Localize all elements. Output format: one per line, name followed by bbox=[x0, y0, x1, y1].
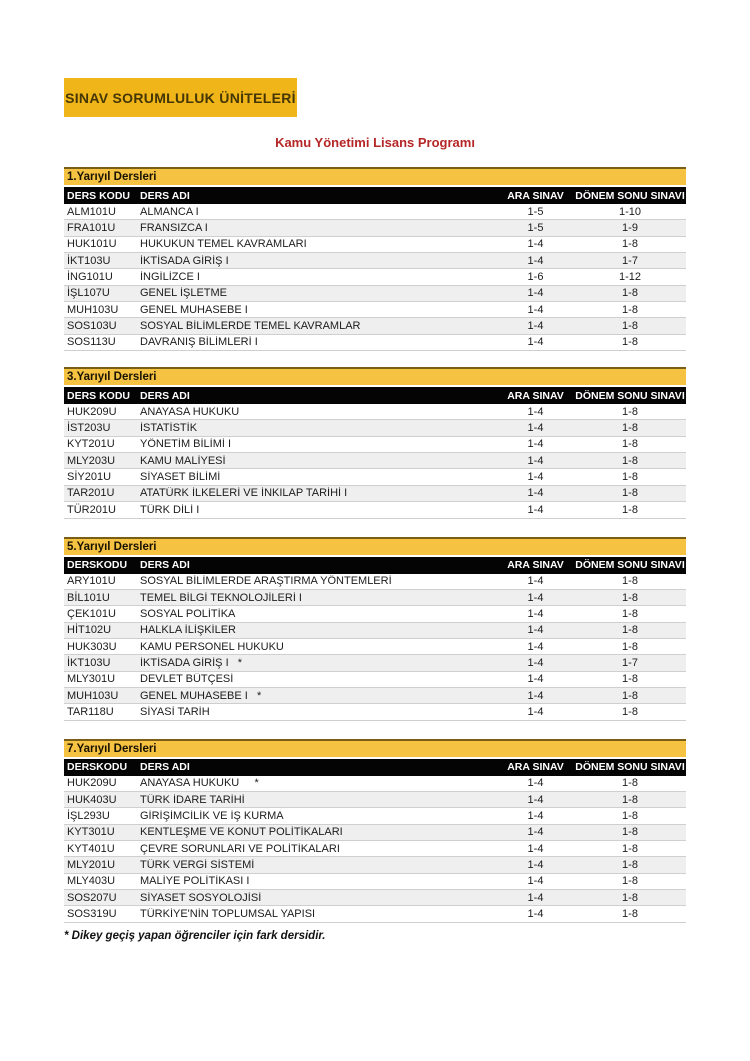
table-row bbox=[64, 469, 686, 485]
cell-course-name: GENEL MUHASEBE I * bbox=[140, 689, 262, 702]
cell-midterm: 1-4 bbox=[527, 454, 544, 467]
course-table bbox=[64, 739, 686, 923]
header-cell-course-name: DERS ADI bbox=[140, 389, 190, 402]
cell-course-name: FRANSIZCA I bbox=[140, 222, 208, 235]
cell-midterm: 1-4 bbox=[527, 303, 544, 316]
cell-course-name: SOSYAL BİLİMLERDE TEMEL KAVRAMLAR bbox=[140, 320, 361, 333]
section-bar bbox=[64, 537, 686, 555]
cell-midterm: 1-4 bbox=[527, 826, 544, 839]
cell-course-code: ALM101U bbox=[67, 205, 116, 218]
header-cell-course-name: DERS ADI bbox=[140, 761, 190, 774]
table-row bbox=[64, 404, 686, 420]
section-bar bbox=[64, 167, 686, 185]
cell-course-code: FRA101U bbox=[67, 222, 116, 235]
table-row bbox=[64, 704, 686, 720]
cell-midterm: 1-4 bbox=[527, 438, 544, 451]
cell-midterm: 1-4 bbox=[527, 591, 544, 604]
cell-final: 1-8 bbox=[622, 405, 638, 418]
cell-course-code: SOS113U bbox=[67, 336, 116, 349]
table-row bbox=[64, 825, 686, 841]
table-row bbox=[64, 420, 686, 436]
cell-midterm: 1-4 bbox=[527, 471, 544, 484]
cell-course-name: KENTLEŞME VE KONUT POLİTİKALARI bbox=[140, 826, 343, 839]
cell-course-code: SOS207U bbox=[67, 891, 117, 904]
header-cell-midterm: ARA SINAV bbox=[507, 189, 564, 202]
cell-midterm: 1-4 bbox=[527, 624, 544, 637]
cell-midterm: 1-4 bbox=[527, 891, 544, 904]
cell-final: 1-8 bbox=[622, 891, 638, 904]
cell-final: 1-8 bbox=[622, 607, 638, 620]
cell-course-code: İŞL293U bbox=[67, 809, 110, 822]
cell-course-code: MLY403U bbox=[67, 875, 116, 888]
table-row bbox=[64, 220, 686, 236]
cell-course-code: SOS103U bbox=[67, 320, 117, 333]
cell-course-code: HUK209U bbox=[67, 405, 117, 418]
cell-course-name: DEVLET BÜTÇESİ bbox=[140, 673, 234, 686]
cell-final: 1-8 bbox=[622, 777, 638, 790]
cell-course-name: SİYASET BİLİMİ bbox=[140, 471, 221, 484]
cell-course-name: TÜRK İDARE TARİHİ bbox=[140, 793, 245, 806]
section-label: 3.Yarıyıl Dersleri bbox=[67, 371, 157, 384]
cell-course-code: İKT103U bbox=[67, 656, 111, 669]
cell-course-name: MALİYE POLİTİKASI I bbox=[140, 875, 250, 888]
cell-course-name: SİYASİ TARİH bbox=[140, 705, 210, 718]
cell-final: 1-8 bbox=[622, 809, 638, 822]
cell-course-name: İKTİSADA GİRİŞ I * bbox=[140, 656, 243, 669]
cell-course-code: TÜR201U bbox=[67, 503, 116, 516]
cell-final: 1-8 bbox=[622, 908, 638, 921]
table-rows bbox=[64, 574, 686, 721]
cell-course-name: ALMANCA I bbox=[140, 205, 199, 218]
cell-final: 1-7 bbox=[622, 254, 638, 267]
cell-course-name: GENEL İŞLETME bbox=[140, 287, 228, 300]
cell-final: 1-8 bbox=[622, 336, 638, 349]
course-table bbox=[64, 367, 686, 518]
header-cell-course-code: DERSKODU bbox=[67, 559, 128, 571]
header-cell-final: DÖNEM SONU SINAVI bbox=[575, 559, 685, 571]
cell-course-code: HUK209U bbox=[67, 777, 117, 790]
table-row bbox=[64, 639, 686, 655]
table-rows bbox=[64, 204, 686, 351]
table-row bbox=[64, 574, 686, 590]
cell-course-code: HUK101U bbox=[67, 238, 117, 251]
cell-final: 1-8 bbox=[622, 858, 638, 871]
table-row bbox=[64, 453, 686, 469]
cell-final: 1-8 bbox=[622, 422, 638, 435]
cell-course-code: KYT201U bbox=[67, 438, 115, 451]
cell-midterm: 1-4 bbox=[527, 777, 544, 790]
table-row bbox=[64, 808, 686, 824]
cell-midterm: 1-4 bbox=[527, 809, 544, 822]
cell-course-name: İSTATİSTİK bbox=[140, 422, 198, 435]
cell-final: 1-8 bbox=[622, 471, 638, 484]
footnote: * Dikey geçiş yapan öğrenciler için fark dersidir. bbox=[64, 930, 326, 942]
cell-final: 1-8 bbox=[622, 793, 638, 806]
cell-final: 1-8 bbox=[622, 673, 638, 686]
table-row bbox=[64, 906, 686, 922]
cell-course-code: İST203U bbox=[67, 422, 111, 435]
table-row bbox=[64, 204, 686, 220]
table-row bbox=[64, 486, 686, 502]
cell-course-code: KYT301U bbox=[67, 826, 115, 839]
cell-course-code: SOS319U bbox=[67, 908, 117, 921]
cell-course-name: TÜRK VERGİ SİSTEMİ bbox=[140, 858, 255, 871]
table-row bbox=[64, 672, 686, 688]
cell-midterm: 1-4 bbox=[527, 842, 544, 855]
cell-midterm: 1-4 bbox=[527, 689, 544, 702]
table-row bbox=[64, 318, 686, 334]
cell-course-name: DAVRANIŞ BİLİMLERİ I bbox=[140, 336, 258, 349]
cell-course-code: SİY201U bbox=[67, 471, 112, 484]
cell-course-name: KAMU MALİYESİ bbox=[140, 454, 226, 467]
cell-midterm: 1-4 bbox=[527, 487, 544, 500]
cell-course-code: HUK403U bbox=[67, 793, 117, 806]
cell-final: 1-10 bbox=[618, 205, 642, 218]
header-cell-course-code: DERS KODU bbox=[67, 189, 131, 202]
cell-course-code: HUK303U bbox=[67, 640, 117, 653]
cell-midterm: 1-4 bbox=[527, 238, 544, 251]
cell-final: 1-8 bbox=[622, 705, 638, 718]
cell-midterm: 1-4 bbox=[527, 640, 544, 653]
cell-midterm: 1-4 bbox=[527, 254, 544, 267]
cell-final: 1-8 bbox=[622, 454, 638, 467]
cell-final: 1-7 bbox=[622, 656, 638, 669]
header-cell-final: DÖNEM SONU SINAVI bbox=[575, 761, 685, 774]
cell-midterm: 1-4 bbox=[527, 607, 544, 620]
table-row bbox=[64, 606, 686, 622]
cell-final: 1-8 bbox=[622, 320, 638, 333]
cell-course-name: SOSYAL POLİTİKA bbox=[140, 607, 236, 620]
header-cell-course-name: DERS ADI bbox=[140, 189, 190, 202]
table-header-row bbox=[64, 387, 686, 404]
table-row bbox=[64, 237, 686, 253]
cell-midterm: 1-4 bbox=[527, 320, 544, 333]
table-row bbox=[64, 269, 686, 285]
cell-midterm: 1-4 bbox=[527, 858, 544, 871]
course-table bbox=[64, 167, 686, 351]
cell-final: 1-9 bbox=[622, 222, 638, 235]
cell-course-code: İNG101U bbox=[67, 271, 113, 284]
table-row bbox=[64, 302, 686, 318]
cell-course-name: ANAYASA HUKUKU * bbox=[140, 777, 259, 790]
cell-midterm: 1-5 bbox=[527, 205, 544, 218]
header-cell-midterm: ARA SINAV bbox=[507, 761, 564, 774]
table-row bbox=[64, 688, 686, 704]
cell-course-code: ARY101U bbox=[67, 575, 116, 588]
cell-final: 1-8 bbox=[622, 503, 638, 516]
cell-midterm: 1-5 bbox=[527, 222, 544, 235]
program-title: Kamu Yönetimi Lisans Programı bbox=[275, 135, 475, 150]
cell-course-code: İŞL107U bbox=[67, 287, 110, 300]
table-header-row bbox=[64, 557, 686, 574]
table-row bbox=[64, 776, 686, 792]
cell-final: 1-8 bbox=[622, 640, 638, 653]
table-row bbox=[64, 335, 686, 351]
header-cell-midterm: ARA SINAV bbox=[507, 389, 564, 402]
cell-final: 1-8 bbox=[622, 875, 638, 888]
header-cell-final: DÖNEM SONU SINAVI bbox=[575, 389, 685, 402]
course-table bbox=[64, 537, 686, 721]
cell-midterm: 1-4 bbox=[527, 336, 544, 349]
header-cell-final: DÖNEM SONU SINAVI bbox=[575, 189, 685, 202]
header-cell-midterm: ARA SINAV bbox=[507, 559, 564, 571]
cell-course-code: HİT102U bbox=[67, 624, 112, 637]
cell-course-name: HALKLA İLİŞKİLER bbox=[140, 624, 236, 637]
cell-course-code: TAR201U bbox=[67, 487, 115, 500]
cell-final: 1-12 bbox=[618, 271, 642, 284]
table-row bbox=[64, 857, 686, 873]
table-rows bbox=[64, 404, 686, 518]
cell-course-name: GENEL MUHASEBE I bbox=[140, 303, 248, 316]
cell-course-name: GİRİŞİMCİLİK VE İŞ KURMA bbox=[140, 809, 284, 822]
table-rows bbox=[64, 776, 686, 923]
table-row bbox=[64, 792, 686, 808]
cell-final: 1-8 bbox=[622, 575, 638, 588]
cell-course-name: TÜRKİYE'NİN TOPLUMSAL YAPISI bbox=[140, 908, 316, 921]
banner-label: SINAV SORUMLULUK ÜNİTELERİ bbox=[65, 89, 296, 106]
table-row bbox=[64, 502, 686, 518]
table-row bbox=[64, 655, 686, 671]
cell-final: 1-8 bbox=[622, 287, 638, 300]
table-row bbox=[64, 437, 686, 453]
table-row bbox=[64, 286, 686, 302]
cell-course-code: MUH103U bbox=[67, 689, 119, 702]
cell-course-code: MLY201U bbox=[67, 858, 116, 871]
cell-course-name: İNGİLİZCE I bbox=[140, 271, 200, 284]
section-label: 5.Yarıyıl Dersleri bbox=[67, 540, 157, 553]
cell-midterm: 1-4 bbox=[527, 575, 544, 588]
table-row bbox=[64, 874, 686, 890]
cell-course-name: HUKUKUN TEMEL KAVRAMLARI bbox=[140, 238, 307, 251]
cell-course-name: İKTİSADA GİRİŞ I bbox=[140, 254, 229, 267]
cell-course-name: YÖNETİM BİLİMİ I bbox=[140, 438, 232, 451]
table-row bbox=[64, 890, 686, 906]
cell-final: 1-8 bbox=[622, 842, 638, 855]
cell-course-code: BİL101U bbox=[67, 591, 110, 604]
cell-midterm: 1-4 bbox=[527, 673, 544, 686]
cell-final: 1-8 bbox=[622, 487, 638, 500]
cell-course-code: TAR118U bbox=[67, 705, 114, 718]
cell-final: 1-8 bbox=[622, 438, 638, 451]
cell-midterm: 1-4 bbox=[527, 503, 544, 516]
cell-course-name: SİYASET SOSYOLOJİSİ bbox=[140, 891, 262, 904]
cell-midterm: 1-4 bbox=[527, 405, 544, 418]
cell-midterm: 1-4 bbox=[527, 793, 544, 806]
cell-course-name: SOSYAL BİLİMLERDE ARAŞTIRMA YÖNTEMLERİ bbox=[140, 575, 392, 588]
cell-course-code: ÇEK101U bbox=[67, 607, 116, 620]
cell-course-name: ATATÜRK İLKELERİ VE İNKILAP TARİHİ I bbox=[140, 487, 348, 500]
tables-container bbox=[64, 167, 686, 939]
cell-midterm: 1-4 bbox=[527, 705, 544, 718]
cell-midterm: 1-4 bbox=[527, 908, 544, 921]
cell-midterm: 1-4 bbox=[527, 656, 544, 669]
table-row bbox=[64, 253, 686, 269]
exam-responsibility-banner bbox=[64, 78, 297, 117]
cell-midterm: 1-4 bbox=[527, 875, 544, 888]
table-row bbox=[64, 623, 686, 639]
cell-course-name: TÜRK DİLİ I bbox=[140, 503, 200, 516]
cell-midterm: 1-4 bbox=[527, 422, 544, 435]
section-bar bbox=[64, 367, 686, 385]
cell-course-code: MLY301U bbox=[67, 673, 116, 686]
cell-final: 1-8 bbox=[622, 826, 638, 839]
header-cell-course-code: DERS KODU bbox=[67, 389, 131, 402]
header-cell-course-name: DERS ADI bbox=[140, 559, 190, 571]
cell-course-name: ÇEVRE SORUNLARI VE POLİTİKALARI bbox=[140, 842, 340, 855]
cell-course-name: KAMU PERSONEL HUKUKU bbox=[140, 640, 284, 653]
cell-course-code: İKT103U bbox=[67, 254, 111, 267]
cell-course-code: MUH103U bbox=[67, 303, 119, 316]
cell-final: 1-8 bbox=[622, 303, 638, 316]
table-row bbox=[64, 590, 686, 606]
cell-final: 1-8 bbox=[622, 689, 638, 702]
cell-final: 1-8 bbox=[622, 591, 638, 604]
cell-course-code: MLY203U bbox=[67, 454, 116, 467]
table-header-row bbox=[64, 759, 686, 776]
section-label: 7.Yarıyıl Dersleri bbox=[67, 742, 157, 755]
cell-midterm: 1-4 bbox=[527, 287, 544, 300]
cell-final: 1-8 bbox=[622, 238, 638, 251]
section-label: 1.Yarıyıl Dersleri bbox=[67, 171, 157, 183]
cell-midterm: 1-6 bbox=[527, 271, 544, 284]
cell-course-name: ANAYASA HUKUKU bbox=[140, 405, 240, 418]
table-header-row bbox=[64, 187, 686, 204]
cell-final: 1-8 bbox=[622, 624, 638, 637]
section-bar bbox=[64, 739, 686, 757]
cell-course-code: KYT401U bbox=[67, 842, 115, 855]
cell-course-name: TEMEL BİLGİ TEKNOLOJİLERİ I bbox=[140, 591, 302, 604]
table-row bbox=[64, 841, 686, 857]
header-cell-course-code: DERSKODU bbox=[67, 761, 128, 774]
